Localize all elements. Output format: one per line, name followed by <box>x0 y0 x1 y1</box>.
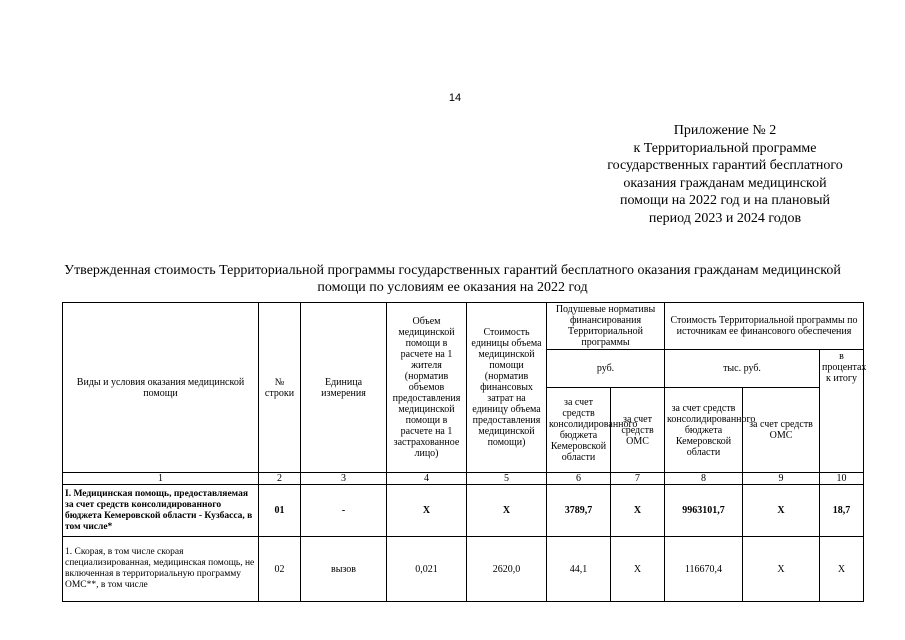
column-number: 7 <box>611 473 665 485</box>
header-oms-cost: за счет средств ОМС <box>743 388 820 473</box>
cell-budget: 3789,7 <box>547 485 611 537</box>
cell-percent: X <box>820 537 864 602</box>
header-volume: Объем медицинской помощи в расчете на 1 жителя (норматив объемов предоставления медицинской помощи в расчете на 1 застрахованное лицо) <box>387 303 467 473</box>
header-unit: Единица измерения <box>301 303 387 473</box>
cell-oms: X <box>611 537 665 602</box>
column-number: 10 <box>820 473 864 485</box>
header-thousand-rub: тыс. руб. <box>665 350 820 388</box>
cell-unit-cost: X <box>467 485 547 537</box>
cell-unit-cost: 2620,0 <box>467 537 547 602</box>
appendix-line: помощи на 2022 год и на плановый <box>619 193 831 208</box>
header-row-no: № строки <box>259 303 301 473</box>
cost-table <box>62 302 867 602</box>
cell-budget: 44,1 <box>547 537 611 602</box>
cell-budget-cost: 116670,4 <box>665 537 743 602</box>
header-cost-group: Стоимость Территориальной программы по источникам ее финансового обеспечения <box>665 303 864 350</box>
header-percent: в процентах к итогу <box>820 350 864 473</box>
cell-unit: - <box>301 485 387 537</box>
cell-oms: X <box>611 485 665 537</box>
header-rub: руб. <box>547 350 665 388</box>
column-number: 6 <box>547 473 611 485</box>
header-unit-cost: Стоимость единицы объема медицинской помощи (норматив финансовых затрат на единицу объема предоставления медицинской помощи) <box>467 303 547 473</box>
cell-volume: 0,021 <box>387 537 467 602</box>
cell-oms-cost: X <box>743 485 820 537</box>
cell-percent: 18,7 <box>820 485 864 537</box>
appendix-line: Приложение № 2 <box>673 123 777 138</box>
document-title: Утвержденная стоимость Территориальной программы государственных гарантий бесплатного оказания гражданам медицинской помощи по условиям ее оказания на 2022 год <box>64 263 841 295</box>
cell-budget-cost: 9963101,7 <box>665 485 743 537</box>
cell-row-no: 02 <box>259 537 301 602</box>
column-number: 4 <box>387 473 467 485</box>
header-budget: за счет средств консолидированного бюджета Кемеровской области <box>547 388 611 473</box>
table-row <box>63 537 864 602</box>
appendix-line: государственных гарантий бесплатного <box>607 158 843 173</box>
column-number: 2 <box>259 473 301 485</box>
column-number: 8 <box>665 473 743 485</box>
column-number: 5 <box>467 473 547 485</box>
cell-row-no: 01 <box>259 485 301 537</box>
column-number: 1 <box>63 473 259 485</box>
cell-kind: I. Медицинская помощь, предоставляемая за счет средств консолидированного бюджета Кемеровской области - Кузбасса, в том числе* <box>63 485 259 537</box>
cell-oms-cost: X <box>743 537 820 602</box>
header-kind: Виды и условия оказания медицинской помощи <box>63 303 259 473</box>
column-number: 3 <box>301 473 387 485</box>
appendix-line: к Территориальной программе <box>633 140 817 156</box>
appendix-line: период 2023 и 2024 годов <box>648 210 802 226</box>
header-per-capita-group: Подушевые нормативы финансирования Территориальной программы <box>547 303 665 350</box>
column-number: 9 <box>743 473 820 485</box>
appendix-heading <box>560 122 890 227</box>
header-oms: за счет средств ОМС <box>611 388 665 473</box>
header-budget-cost: за счет средств консолидированного бюджета Кемеровской области <box>665 388 743 473</box>
table-row <box>63 485 864 537</box>
page-number: 14 <box>448 92 462 104</box>
cell-kind: 1. Скорая, в том числе скорая специализированная, медицинская помощь, не включенная в территориальную программу ОМС**, в том числе <box>63 537 259 602</box>
cell-volume: X <box>387 485 467 537</box>
appendix-line: оказания гражданам медицинской <box>623 175 827 191</box>
cell-unit: вызов <box>301 537 387 602</box>
